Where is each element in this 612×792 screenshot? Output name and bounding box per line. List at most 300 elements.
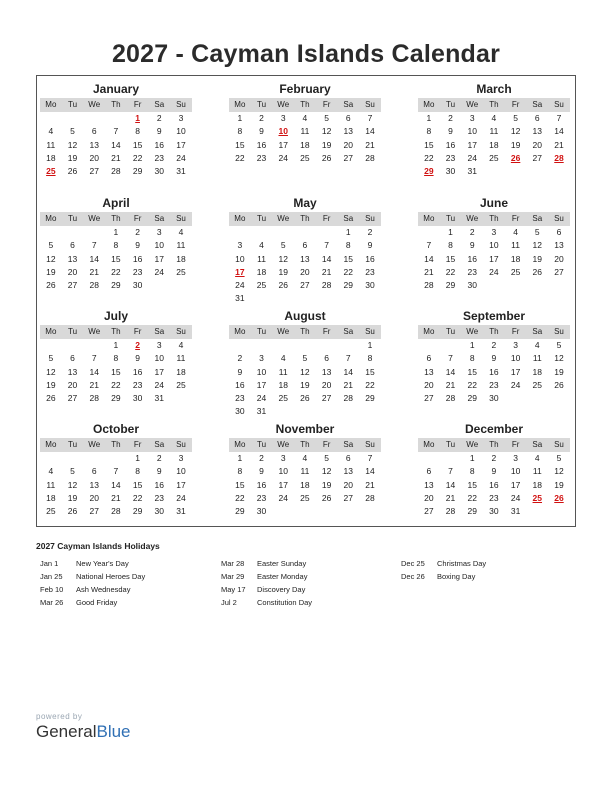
weekday-label: Su [554,327,564,336]
day-cell: 27 [67,280,78,291]
day-cell: 26 [554,492,564,503]
day-cell [229,226,251,239]
day-cell: 2 [491,340,497,350]
weekday-label: Tu [257,100,267,109]
day-cell: 19 [532,253,543,264]
day-cell: 28 [365,152,375,163]
day-cell: 19 [510,139,521,150]
day-cell: 12 [554,466,564,477]
day-cell: 3 [280,453,286,463]
day-cell: 19 [300,379,310,390]
day-cell: 15 [467,366,477,377]
weekday-label: Tu [257,327,267,336]
day-cell: 25 [176,379,186,390]
day-cell: 11 [300,126,310,137]
month-name: September [462,309,526,323]
week-row [40,492,192,505]
day-cell [337,292,359,305]
week-row [229,239,381,252]
day-cell: 13 [532,126,543,137]
day-cell: 15 [235,479,245,490]
day-cell: 15 [235,139,245,150]
holiday-column [40,557,145,609]
weekday-label: Th [489,440,499,449]
week-row [229,405,381,418]
day-cell: 11 [176,240,186,251]
day-cell: 29 [132,166,143,177]
weekday-label: Th [111,327,121,336]
day-cell: 5 [324,453,329,463]
day-cell: 20 [554,253,564,264]
day-cell [359,292,381,305]
day-cell: 9 [135,353,140,364]
day-cell: 2 [259,113,264,123]
day-cell: 13 [424,479,434,490]
day-cell: 5 [324,113,329,123]
day-cell: 16 [445,139,456,150]
day-cell: 20 [300,266,310,277]
weekday-label: Mo [234,100,246,109]
weekday-label: Th [489,100,499,109]
day-cell: 29 [111,393,121,404]
day-cell: 6 [70,240,75,251]
day-cell [359,505,381,518]
day-cell: 12 [67,139,78,150]
weekday-label: Mo [423,100,435,109]
day-cell: 5 [280,240,286,251]
week-row [40,253,192,266]
weekday-label: We [466,100,479,109]
day-cell: 19 [46,266,56,277]
day-cell: 7 [91,353,97,364]
week-row [418,226,570,239]
day-cell: 4 [513,227,518,237]
day-cell: 22 [445,266,456,277]
day-cell: 24 [278,152,288,163]
month-april [40,194,192,292]
weekday-label: Sa [154,100,165,109]
day-cell: 19 [321,139,332,150]
day-cell: 29 [467,393,477,404]
day-cell: 15 [132,139,143,150]
day-cell [272,292,294,305]
day-cell: 22 [111,379,121,390]
day-cell: 28 [365,492,375,503]
day-cell: 29 [235,506,245,517]
day-cell [418,452,440,465]
day-cell: 16 [132,366,143,377]
weekday-label: Sa [532,100,543,109]
week-row [229,379,381,392]
day-cell: 17 [176,479,186,490]
holiday-date: Mar 26 [40,598,64,607]
day-cell: 18 [300,139,310,150]
day-cell: 16 [235,379,245,390]
day-cell [505,165,527,178]
holiday-item [40,583,145,596]
month-name: July [103,309,128,323]
week-row [418,253,570,266]
day-cell [337,505,359,518]
day-cell: 28 [554,152,564,163]
day-cell: 14 [111,139,121,150]
month-february [229,80,381,165]
day-cell: 28 [111,166,121,177]
day-cell [483,165,505,178]
day-cell: 25 [532,492,543,503]
day-cell: 9 [367,240,373,251]
weekday-label: Fr [133,214,142,223]
day-cell: 3 [156,340,162,350]
holiday-name: National Heroes Day [76,572,146,581]
day-cell: 11 [300,466,310,477]
weekday-label: Tu [68,100,78,109]
day-cell: 19 [67,492,78,503]
day-cell: 10 [278,466,288,477]
day-cell: 18 [532,366,543,377]
weekday-header [418,438,570,452]
week-row [40,152,192,165]
holiday-name: New Year's Day [76,559,129,568]
day-cell: 11 [489,126,499,137]
day-cell: 26 [46,280,56,291]
weekday-label: Sa [343,214,354,223]
day-cell: 1 [426,113,432,123]
holiday-item [221,596,312,609]
day-cell: 7 [91,240,97,251]
day-cell [105,452,127,465]
day-cell: 13 [321,366,332,377]
week-row [229,392,381,405]
day-cell [83,452,105,465]
day-cell: 1 [237,453,243,463]
week-row [418,492,570,505]
day-cell: 12 [532,240,543,251]
day-cell: 1 [469,340,475,350]
day-cell: 15 [343,253,354,264]
day-cell: 20 [343,479,354,490]
month-name: June [479,196,508,210]
day-cell: 11 [511,240,520,251]
week-row [40,165,192,178]
holiday-date: May 17 [221,585,246,594]
day-cell [272,339,294,352]
day-cell: 20 [67,266,78,277]
weekday-label: Th [489,327,499,336]
weekday-label: Sa [154,214,165,223]
day-cell: 2 [259,453,264,463]
week-row [40,266,192,279]
day-cell: 12 [321,466,332,477]
day-cell: 19 [67,152,78,163]
holiday-date: Jan 1 [40,559,59,568]
day-cell: 20 [321,379,332,390]
day-cell: 2 [237,353,243,364]
weekday-header [40,212,192,226]
day-cell: 26 [67,166,78,177]
day-cell: 4 [491,113,497,123]
day-cell: 9 [491,466,497,477]
day-cell [83,226,105,239]
day-cell: 6 [91,466,97,477]
weekday-header [418,325,570,339]
week-row [40,139,192,152]
day-cell: 3 [513,340,518,350]
day-cell [83,112,105,125]
day-cell: 30 [489,506,499,517]
day-cell [294,292,316,305]
day-cell [505,279,527,292]
day-cell: 3 [280,113,286,123]
day-cell: 21 [343,379,354,390]
day-cell: 18 [510,253,521,264]
week-row [40,452,192,465]
day-cell: 27 [321,393,332,404]
day-cell: 5 [302,353,308,364]
day-cell: 13 [89,139,99,150]
day-cell: 4 [302,113,308,123]
day-cell: 6 [556,227,562,237]
weekday-label: Mo [45,214,57,223]
day-cell: 5 [534,227,540,237]
week-row [40,505,192,518]
day-cell: 7 [367,453,373,463]
weekday-header [40,325,192,339]
weekday-label: Sa [343,100,354,109]
day-cell: 9 [469,240,475,251]
holiday-date: Mar 29 [221,572,245,581]
day-cell [170,392,192,405]
weekday-label: Fr [133,440,142,449]
day-cell [251,292,273,305]
day-cell: 4 [534,340,540,350]
day-cell: 11 [46,479,56,490]
day-cell: 24 [256,393,267,404]
day-cell: 16 [467,253,477,264]
month-name: March [476,82,512,96]
weekday-label: Fr [511,214,520,223]
day-cell: 10 [489,240,499,251]
day-cell: 2 [135,340,140,350]
day-cell: 18 [489,139,499,150]
day-cell: 24 [467,152,477,163]
month-november [229,420,381,518]
weekday-label: Th [489,214,499,223]
week-row [418,125,570,138]
day-cell: 6 [426,353,432,364]
weekday-label: Fr [322,440,331,449]
day-cell: 7 [448,466,453,477]
day-cell: 15 [132,479,143,490]
day-cell: 17 [154,253,165,264]
day-cell: 17 [278,479,288,490]
day-cell: 6 [91,126,97,137]
day-cell: 4 [534,453,540,463]
week-row [229,152,381,165]
day-cell: 21 [111,152,121,163]
holiday-item [221,570,312,583]
weekday-header [418,98,570,112]
weekday-label: Tu [446,440,456,449]
month-august [229,307,381,419]
day-cell: 14 [343,366,354,377]
day-cell [359,405,381,418]
day-cell: 2 [491,453,497,463]
day-cell: 3 [237,240,243,251]
day-cell: 14 [365,126,375,137]
day-cell: 17 [510,479,521,490]
day-cell [418,339,440,352]
month-name: May [293,196,317,210]
month-name: October [92,422,139,436]
day-cell: 25 [176,266,186,277]
week-row [418,165,570,178]
day-cell: 24 [510,492,521,503]
day-cell: 13 [67,253,78,264]
weekday-label: We [466,440,479,449]
holiday-name: Easter Sunday [257,559,307,568]
day-cell: 30 [489,393,499,404]
day-cell: 14 [554,126,564,137]
day-cell: 11 [278,366,288,377]
weekday-label: We [88,100,101,109]
holiday-item [221,583,312,596]
day-cell: 12 [46,253,56,264]
day-cell: 28 [343,393,354,404]
week-row [229,479,381,492]
day-cell: 24 [278,492,288,503]
day-cell: 31 [176,166,186,177]
holiday-item [401,557,486,570]
week-row [40,112,192,125]
day-cell: 26 [278,280,288,291]
day-cell: 16 [256,139,267,150]
day-cell: 27 [424,506,434,517]
day-cell: 24 [510,379,521,390]
day-cell: 4 [302,453,308,463]
holiday-column [221,557,312,609]
day-cell: 7 [113,466,119,477]
day-cell: 20 [424,379,434,390]
day-cell: 23 [154,152,165,163]
weekday-label: Th [300,440,310,449]
weekday-label: Mo [234,214,246,223]
day-cell [505,392,527,405]
weekday-label: Mo [45,100,57,109]
month-may [229,194,381,306]
day-cell: 23 [365,266,375,277]
day-cell: 10 [176,466,186,477]
weekday-label: We [88,440,101,449]
day-cell: 16 [154,479,165,490]
week-row [40,379,192,392]
day-cell [294,405,316,418]
day-cell [40,112,62,125]
month-july [40,307,192,405]
day-cell [316,339,338,352]
day-cell: 23 [489,379,499,390]
day-cell [272,405,294,418]
day-cell: 25 [46,166,56,177]
week-row [418,352,570,365]
day-cell: 24 [154,266,165,277]
week-row [418,239,570,252]
day-cell: 4 [178,340,184,350]
weekday-label: Su [365,214,375,223]
brand-logo [36,712,131,742]
month-january [40,80,192,178]
holiday-name: Constitution Day [257,598,313,607]
day-cell: 3 [469,113,475,123]
day-cell: 12 [67,479,78,490]
day-cell: 2 [156,113,162,123]
day-cell: 27 [424,393,434,404]
day-cell: 14 [111,479,121,490]
day-cell: 10 [154,353,165,364]
day-cell: 28 [111,506,121,517]
weekday-label: Fr [511,327,520,336]
day-cell: 23 [445,152,456,163]
day-cell: 23 [154,492,165,503]
holiday-date: Jan 25 [40,572,63,581]
day-cell: 12 [300,366,310,377]
day-cell: 19 [321,479,332,490]
week-row [418,339,570,352]
day-cell: 26 [532,266,543,277]
weekday-label: Su [365,327,375,336]
holiday-date: Jul 2 [221,598,237,607]
day-cell: 4 [259,240,264,251]
day-cell: 21 [554,139,564,150]
day-cell [272,226,294,239]
day-cell: 14 [424,253,434,264]
holiday-item [221,557,312,570]
day-cell: 14 [445,479,456,490]
day-cell: 5 [48,353,54,364]
week-row [418,152,570,165]
weekday-label: Mo [234,440,246,449]
day-cell: 7 [426,240,432,251]
day-cell: 2 [367,227,373,237]
week-row [229,292,381,305]
day-cell: 17 [467,139,477,150]
weekday-header [40,98,192,112]
weekday-label: Sa [154,440,165,449]
weekday-label: Mo [234,327,246,336]
day-cell: 20 [67,379,78,390]
day-cell [294,505,316,518]
weekday-label: Sa [154,327,165,336]
day-cell: 10 [176,126,186,137]
day-cell: 3 [178,113,184,123]
week-row [229,505,381,518]
day-cell: 11 [532,466,542,477]
day-cell: 25 [278,393,288,404]
holiday-item [401,570,486,583]
day-cell: 8 [237,126,243,137]
day-cell: 4 [48,466,54,477]
day-cell: 11 [176,353,186,364]
day-cell: 22 [424,152,434,163]
weekday-label: Mo [45,440,57,449]
day-cell: 25 [510,266,521,277]
day-cell: 31 [467,166,477,177]
day-cell: 22 [467,379,477,390]
day-cell: 28 [424,280,434,291]
day-cell: 8 [135,466,140,477]
week-row [418,366,570,379]
day-cell: 10 [154,240,165,251]
